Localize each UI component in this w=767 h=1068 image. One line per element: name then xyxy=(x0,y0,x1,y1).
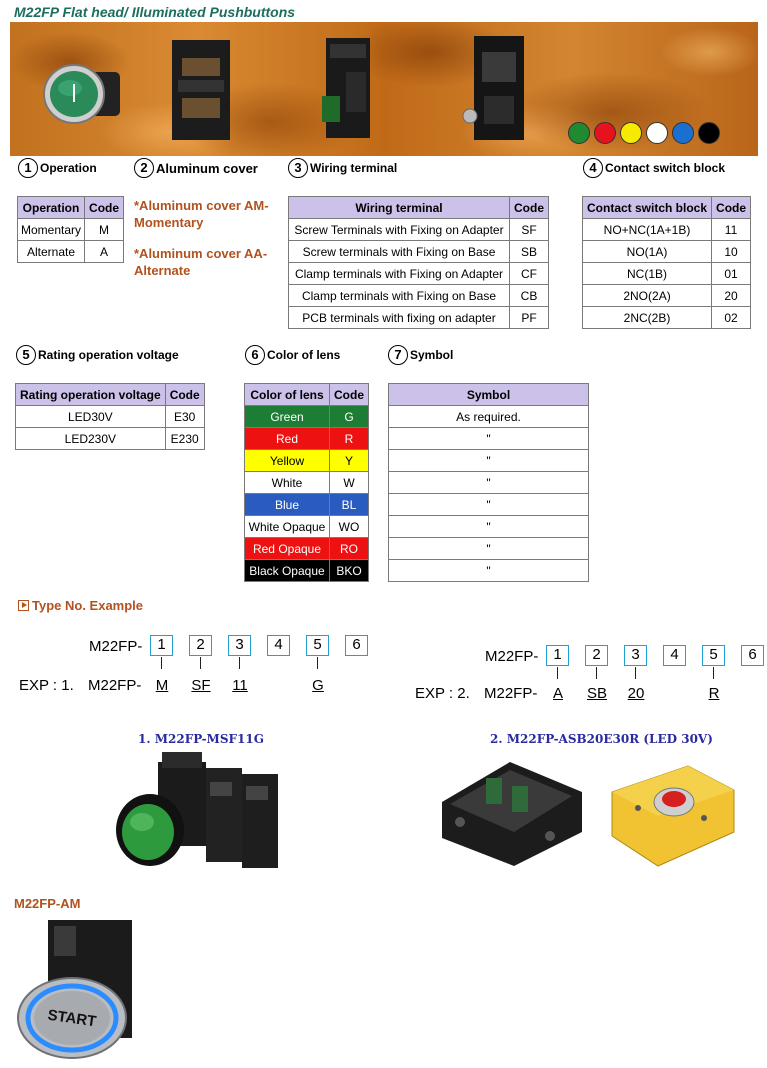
cover-note-momentary: *Aluminum cover AM-Momentary xyxy=(134,198,269,230)
position-box: 3 xyxy=(624,645,647,666)
table-row xyxy=(583,285,751,307)
table-cell: SF xyxy=(510,219,549,241)
table-cell: NC(1B) xyxy=(583,263,712,285)
position-tick xyxy=(635,667,636,679)
table-row xyxy=(583,241,751,263)
table-cell: " xyxy=(389,516,589,538)
am-button-label: START xyxy=(46,1006,98,1031)
contact-table xyxy=(582,196,751,329)
table-cell: " xyxy=(389,560,589,582)
position-tick xyxy=(317,657,318,669)
am-product-image xyxy=(14,912,138,1062)
table-cell: Green xyxy=(245,406,330,428)
section-number: 3 xyxy=(288,158,308,178)
position-box: 3 xyxy=(228,635,251,656)
table-row xyxy=(583,307,751,329)
table-cell: 2NC(2B) xyxy=(583,307,712,329)
table-header: Code xyxy=(330,384,369,406)
section-number: 7 xyxy=(388,345,408,365)
table-row xyxy=(389,406,589,428)
table-cell: BKO xyxy=(330,560,369,582)
table-row xyxy=(389,450,589,472)
table-cell: Momentary xyxy=(18,219,85,241)
table-header: Code xyxy=(510,197,549,219)
section-label: Wiring terminal xyxy=(310,161,398,175)
position-tick xyxy=(161,657,162,669)
color-dot-yellow xyxy=(620,122,642,144)
example-value: 11 xyxy=(232,677,248,694)
table-row xyxy=(583,219,751,241)
table-cell: Screw terminals with Fixing on Base xyxy=(289,241,510,263)
table-cell: Blue xyxy=(245,494,330,516)
table-cell: Black Opaque xyxy=(245,560,330,582)
position-box: 5 xyxy=(306,635,329,656)
table-header: Code xyxy=(85,197,124,219)
table-header: Code xyxy=(165,384,204,406)
table-cell: 10 xyxy=(712,241,751,263)
table-cell: 01 xyxy=(712,263,751,285)
table-cell: " xyxy=(389,450,589,472)
section-number: 2 xyxy=(134,158,154,178)
table-cell: 11 xyxy=(712,219,751,241)
table-cell: E230 xyxy=(165,428,204,450)
example-value: SB xyxy=(586,685,607,702)
section-label: Symbol xyxy=(410,348,454,362)
table-cell: NO+NC(1A+1B) xyxy=(583,219,712,241)
table-cell: Yellow xyxy=(245,450,330,472)
table-cell: " xyxy=(389,538,589,560)
section-label: Color of lens xyxy=(267,348,341,362)
table-cell: RO xyxy=(330,538,369,560)
table-cell: White xyxy=(245,472,330,494)
table-row xyxy=(583,263,751,285)
table-cell: BL xyxy=(330,494,369,516)
table-cell: LED30V xyxy=(16,406,166,428)
position-box: 5 xyxy=(702,645,725,666)
table-cell: PCB terminals with fixing on adapter xyxy=(289,307,510,329)
color-dot-blue xyxy=(672,122,694,144)
section-label: Rating operation voltage xyxy=(38,348,179,362)
section-label: Contact switch block xyxy=(605,161,726,175)
position-tick xyxy=(557,667,558,679)
table-header: Color of lens xyxy=(245,384,330,406)
section-label: Operation xyxy=(40,161,97,175)
symbol-table xyxy=(388,383,589,582)
table-row xyxy=(389,428,589,450)
position-box: 1 xyxy=(150,635,173,656)
table-cell: LED230V xyxy=(16,428,166,450)
table-header: Operation xyxy=(18,197,85,219)
example-label: EXP : 2. xyxy=(415,685,470,702)
table-cell: Y xyxy=(330,450,369,472)
table-cell: SB xyxy=(510,241,549,263)
type-prefix: M22FP- xyxy=(485,648,539,665)
position-box: 2 xyxy=(189,635,212,656)
type-example-1 xyxy=(0,0,380,700)
table-header: Code xyxy=(712,197,751,219)
table-header: Contact switch block xyxy=(583,197,712,219)
table-cell: E30 xyxy=(165,406,204,428)
table-cell: White Opaque xyxy=(245,516,330,538)
table-cell: Red xyxy=(245,428,330,450)
table-row xyxy=(389,516,589,538)
type-prefix: M22FP- xyxy=(89,638,143,655)
section-label: Aluminum cover xyxy=(156,160,258,176)
table-cell: Screw Terminals with Fixing on Adapter xyxy=(289,219,510,241)
position-tick xyxy=(239,657,240,669)
position-box: 4 xyxy=(663,645,686,666)
table-cell: W xyxy=(330,472,369,494)
example-prefix: M22FP- xyxy=(484,685,538,702)
table-cell: 02 xyxy=(712,307,751,329)
table-header: Rating operation voltage xyxy=(16,384,166,406)
color-dot-red xyxy=(594,122,616,144)
section-symbol xyxy=(388,345,453,365)
table-cell: CB xyxy=(510,285,549,307)
table-cell: Alternate xyxy=(18,241,85,263)
type-example-label: Type No. Example xyxy=(32,598,144,613)
table-cell: A xyxy=(85,241,124,263)
table-row xyxy=(389,494,589,516)
color-dot-white xyxy=(646,122,668,144)
position-tick xyxy=(200,657,201,669)
example2-caption: 2. M22FP-ASB20E30R (LED 30V) xyxy=(490,732,713,746)
table-cell: PF xyxy=(510,307,549,329)
position-box: 6 xyxy=(741,645,764,666)
table-cell: As required. xyxy=(389,406,589,428)
position-tick xyxy=(596,667,597,679)
table-row xyxy=(389,560,589,582)
example2-cover-image xyxy=(608,762,738,870)
table-cell: WO xyxy=(330,516,369,538)
example-prefix: M22FP- xyxy=(88,677,142,694)
position-box: 1 xyxy=(546,645,569,666)
color-dot-green xyxy=(568,122,590,144)
section-number: 5 xyxy=(16,345,36,365)
table-cell: G xyxy=(330,406,369,428)
table-row xyxy=(389,472,589,494)
section-number: 6 xyxy=(245,345,265,365)
example-value: SF xyxy=(191,677,211,694)
section-number: 4 xyxy=(583,158,603,178)
table-cell: NO(1A) xyxy=(583,241,712,263)
table-cell: CF xyxy=(510,263,549,285)
section-contact xyxy=(583,158,725,178)
color-dot-black xyxy=(698,122,720,144)
table-cell: " xyxy=(389,428,589,450)
table-cell: Clamp terminals with Fixing on Adapter xyxy=(289,263,510,285)
example-value: R xyxy=(708,685,720,702)
example2-enclosure-image xyxy=(432,752,588,870)
table-cell: 2NO(2A) xyxy=(583,285,712,307)
table-cell: " xyxy=(389,472,589,494)
position-box: 2 xyxy=(585,645,608,666)
table-cell: " xyxy=(389,494,589,516)
table-cell: R xyxy=(330,428,369,450)
position-box: 4 xyxy=(267,635,290,656)
table-cell: Red Opaque xyxy=(245,538,330,560)
section-number: 1 xyxy=(18,158,38,178)
example-label: EXP : 1. xyxy=(19,677,74,694)
position-tick xyxy=(713,667,714,679)
example-value: G xyxy=(312,677,324,694)
table-header: Symbol xyxy=(389,384,589,406)
example1-caption: 1. M22FP-MSF11G xyxy=(138,732,264,746)
example-value: M xyxy=(155,677,169,694)
table-cell: Clamp terminals with Fixing on Base xyxy=(289,285,510,307)
example1-product-image xyxy=(110,748,290,880)
table-cell: M xyxy=(85,219,124,241)
page-title: M22FP Flat head/ Illuminated Pushbuttons xyxy=(14,4,296,20)
cover-note-alternate: *Aluminum cover AA-Alternate xyxy=(134,246,268,278)
example-value: A xyxy=(552,685,563,702)
position-box: 6 xyxy=(345,635,368,656)
table-cell: 20 xyxy=(712,285,751,307)
table-row xyxy=(389,538,589,560)
am-title: M22FP-AM xyxy=(14,896,81,911)
table-header: Wiring terminal xyxy=(289,197,510,219)
contact-block-terminal-image xyxy=(460,36,534,142)
example-value: 20 xyxy=(627,685,645,702)
